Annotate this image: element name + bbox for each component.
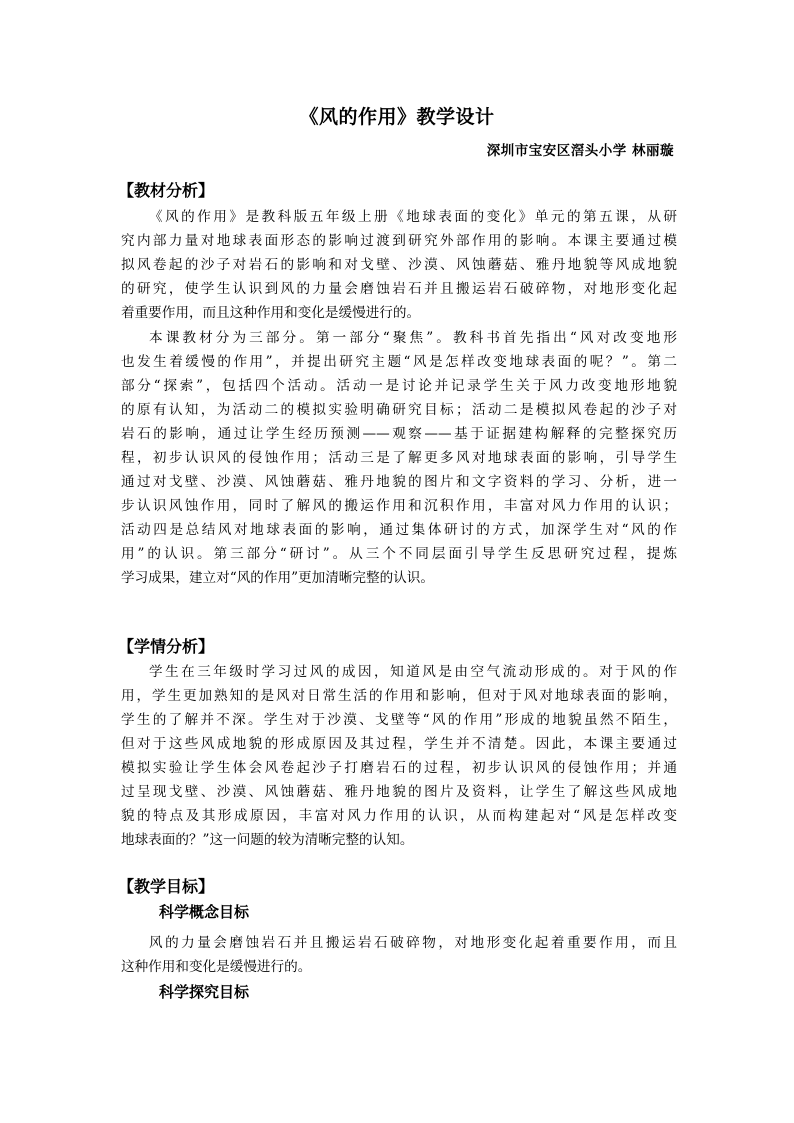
section-heading-student-analysis: 【学情分析】 <box>118 637 215 656</box>
subheading-inquiry-goals: 科学探究目标 <box>159 983 250 1001</box>
text-line: 的研究，使学生认识到风的力量会磨蚀岩石并且搬运岩石破碎物，对地形变化起 <box>121 281 677 297</box>
text-line: 着重要作用，而且这种作用和变化是缓慢进行的。 <box>121 305 421 321</box>
text-line: 学习成果，建立对“风的作用”更加清晰完整的认识。 <box>121 570 434 586</box>
text-line: 学生的了解并不深。学生对于沙漠、戈壁等“风的作用”形成的地貌虽然不陌生， <box>121 712 677 728</box>
text-line: 的原有认知，为活动二的模拟实验明确研究目标；活动二是模拟风卷起的沙子对 <box>121 402 677 418</box>
text-line: 但对于这些风成地貌的形成原因及其过程，学生并不清楚。因此，本课主要通过 <box>121 736 677 752</box>
text-line: 究内部力量对地球表面形态的影响过渡到研究外部作用的影响。本课主要通过模 <box>121 233 677 249</box>
text-line: 《风的作用》是教科版五年级上册《地球表面的变化》单元的第五课，从研 <box>149 209 677 225</box>
text-line: 本课教材分为三部分。第一部分“聚焦”。教科书首先指出“风对改变地形 <box>149 330 677 346</box>
text-line: 拟风卷起的沙子对岩石的影响和对戈壁、沙漠、风蚀蘑菇、雅丹地貌等风成地貌 <box>121 257 677 273</box>
text-line: 岩石的影响，通过让学生经历预测——观察——基于证据建构解释的完整探究历 <box>121 426 677 442</box>
text-line: 步认识风蚀作用，同时了解风的搬运作用和沉积作用，丰富对风力作用的认识； <box>121 498 677 514</box>
author-line: 深圳市宝安区滘头小学 林丽璇 <box>486 143 674 159</box>
text-line: 活动四是总结风对地球表面的影响，通过集体研讨的方式，加深学生对“风的作 <box>121 522 677 538</box>
text-line: 用”的认识。第三部分“研讨”。从三个不同层面引导学生反思研究过程，提炼 <box>121 546 677 562</box>
text-line: 程，初步认识风的侵蚀作用；活动三是了解更多风对地球表面的影响，引导学生 <box>121 450 677 466</box>
text-line: 地球表面的？”这一问题的较为清晰完整的认知。 <box>121 832 414 848</box>
text-line: 用，学生更加熟知的是风对日常生活的作用和影响，但对于风对地球表面的影响， <box>121 688 677 704</box>
text-line: 模拟实验让学生体会风卷起沙子打磨岩石的过程，初步认识风的侵蚀作用；并通 <box>121 760 677 776</box>
text-line: 学生在三年级时学习过风的成因，知道风是由空气流动形成的。对于风的作 <box>149 664 677 680</box>
section-heading-teaching-goals: 【教学目标】 <box>118 877 215 896</box>
document-title: 《风的作用》教学设计 <box>299 106 495 128</box>
text-line: 也发生着缓慢的作用”，并提出研究主题“风是怎样改变地球表面的呢？”。第二 <box>121 354 677 370</box>
text-line: 过呈现戈壁、沙漠、风蚀蘑菇、雅丹地貌的图片及资料，让学生了解这些风成地 <box>121 784 677 800</box>
text-line: 貌的特点及其形成原因，丰富对风力作用的认识，从而构建起对“风是怎样改变 <box>121 808 677 824</box>
subheading-concept-goals: 科学概念目标 <box>159 903 250 921</box>
text-line: 这种作用和变化是缓慢进行的。 <box>121 959 312 975</box>
text-line: 风的力量会磨蚀岩石并且搬运岩石破碎物，对地形变化起着重要作用，而且 <box>149 935 677 951</box>
section-heading-textbook-analysis: 【教材分析】 <box>118 181 215 200</box>
text-line: 部分“探索”，包括四个活动。活动一是讨论并记录学生关于风力改变地形地貌 <box>121 378 677 394</box>
text-line: 通过对戈壁、沙漠、风蚀蘑菇、雅丹地貌的图片和文字资料的学习、分析，进一 <box>121 474 677 490</box>
